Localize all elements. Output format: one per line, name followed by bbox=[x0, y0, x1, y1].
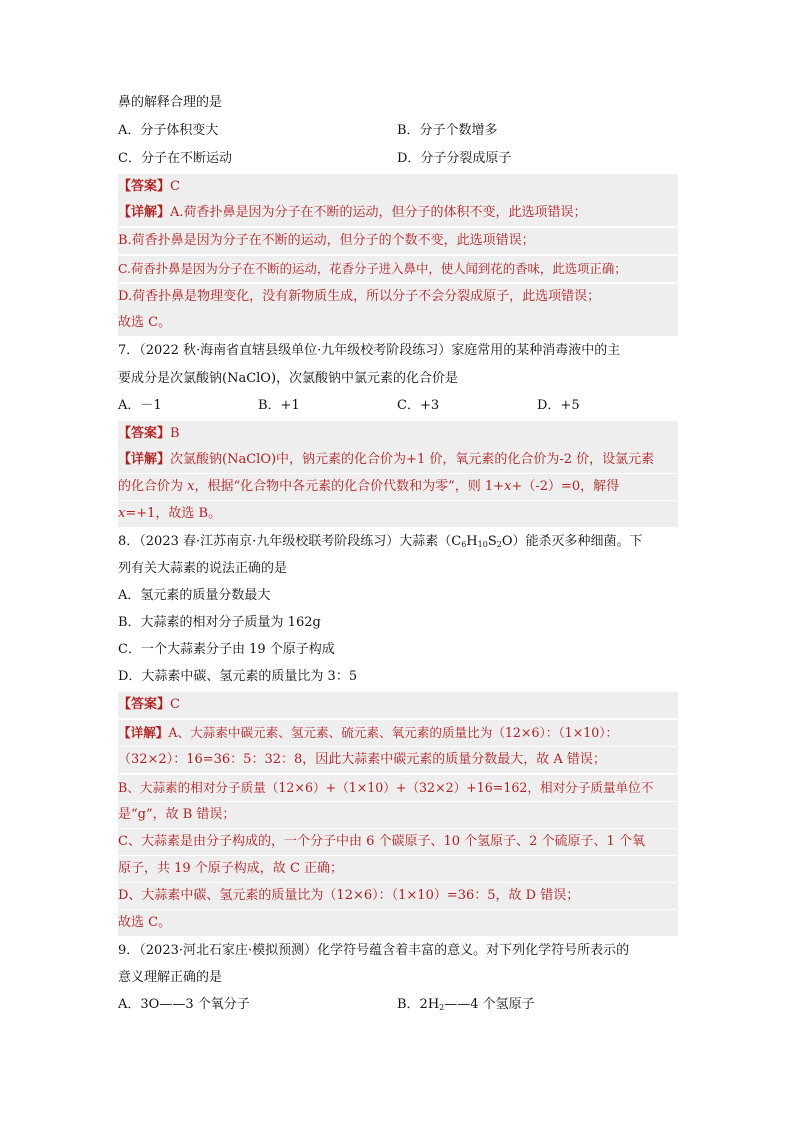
detail-text: =+1，故选 B。 bbox=[125, 506, 222, 521]
q8-detail-3: B、大蒜素的相对分子质量（12×6）+（1×10）+（32×2）+16=162，相对分子质量单位不 bbox=[118, 775, 678, 801]
q7-detail-1 bbox=[118, 447, 678, 473]
answer-tag: 【答案】 bbox=[118, 697, 171, 712]
stem-text: O）能杀灭多种细菌。下 bbox=[501, 534, 643, 549]
q7-detail-2 bbox=[118, 474, 678, 500]
q8-stem-2: 列有关大蒜素的说法正确的是 bbox=[118, 561, 288, 576]
q6-option-b: B．分子个数增多 bbox=[397, 123, 498, 138]
q8-detail-4: 是“g”，故 B 错误； bbox=[118, 802, 678, 828]
detail-tag: 【详解】 bbox=[118, 205, 171, 220]
detail-text: +（-2）=0，解得 bbox=[511, 479, 620, 494]
q6-option-a: A．分子体积变大 bbox=[118, 123, 219, 138]
subscript: 6 bbox=[461, 540, 467, 549]
q8-detail-6: 原子，共 19 个原子构成，故 C 正确； bbox=[118, 856, 678, 882]
subscript: 2 bbox=[496, 540, 502, 549]
detail-tag: 【详解】 bbox=[118, 725, 169, 740]
q8-stem-1 bbox=[118, 529, 678, 555]
detail-text: A、大蒜素中碳元素、氢元素、硫元素、氧元素的质量比为（12×6）：（1×10）： bbox=[168, 725, 619, 740]
detail-text: 次氯酸钠(NaClO)中，钠元素的化合价为+1 价，氧元素的化合价为-2 价，设氯元素 bbox=[170, 452, 655, 467]
variable-x: x bbox=[504, 479, 512, 494]
q8-option-a: A．氢元素的质量分数最大 bbox=[118, 588, 271, 603]
answer-tag: 【答案】 bbox=[118, 179, 171, 194]
formula-element: S bbox=[487, 534, 497, 549]
q8-option-d: D．大蒜素中碳、氢元素的质量比为 3：5 bbox=[118, 669, 358, 684]
q8-answer bbox=[118, 692, 678, 718]
question-6-stem-end: 鼻的解释合理的是 bbox=[118, 95, 223, 110]
detail-text: ，根据“化合物中各元素的化合价代数和为零”，则 1+ bbox=[194, 479, 505, 494]
answer-tag: 【答案】 bbox=[118, 426, 171, 441]
stem-text: 8．（2023 春·江苏南京·九年级校联考阶段练习）大蒜素（C bbox=[118, 534, 462, 549]
formula-element: H bbox=[466, 534, 478, 549]
q6-option-d: D．分子分裂成原子 bbox=[397, 151, 512, 166]
q7-stem-1: 7．（2022 秋·海南省直辖县级单位·九年级校考阶段练习）家庭常用的某种消毒液中的主 bbox=[118, 343, 621, 358]
detail-text: 的化合价为 bbox=[118, 479, 188, 494]
q7-stem-2: 要成分是次氯酸钠(NaClO)，次氯酸钠中氯元素的化合价是 bbox=[118, 371, 459, 386]
variable-x: x bbox=[118, 506, 126, 521]
q7-option-b: B．+1 bbox=[258, 398, 300, 413]
subscript: 10 bbox=[477, 540, 488, 549]
q6-detail-3: C.荷香扑鼻是因为分子在不断的运动，花香分子进入鼻中，使人闻到花的香味，此选项正确； bbox=[118, 256, 678, 282]
q7-option-c: C．+3 bbox=[397, 398, 440, 413]
q8-option-b: B．大蒜素的相对分子质量为 162g bbox=[118, 615, 321, 630]
detail-tag: 【详解】 bbox=[118, 452, 171, 467]
q6-detail-4: D.荷香扑鼻是物理变化，没有新物质生成，所以分子不会分裂成原子，此选项错误； bbox=[118, 284, 678, 310]
q9-stem-2: 意义理解正确的是 bbox=[118, 970, 223, 985]
variable-x: x bbox=[187, 479, 195, 494]
option-text: B．2H bbox=[397, 997, 440, 1012]
q6-answer bbox=[118, 174, 678, 200]
q7-option-a: A．－1 bbox=[118, 398, 162, 413]
option-text: ——4 个氢原子 bbox=[444, 997, 535, 1012]
q8-option-c: C．一个大蒜素分子由 19 个原子构成 bbox=[118, 642, 335, 657]
q8-detail-5: C、大蒜素是由分子构成的，一个分子中由 6 个碳原子、10 个氢原子、2 个硫原子、1 个氧 bbox=[118, 829, 678, 855]
q7-detail-3 bbox=[118, 501, 678, 527]
q8-detail-1 bbox=[118, 720, 678, 746]
answer-value: B bbox=[170, 426, 180, 441]
q7-option-d: D．+5 bbox=[537, 398, 580, 413]
q9-option-a: A．3O——3 个氧分子 bbox=[118, 997, 250, 1012]
answer-value: C bbox=[170, 697, 180, 712]
q6-detail-1 bbox=[118, 200, 678, 226]
detail-text: A.荷香扑鼻是因为分子在不断的运动，但分子的体积不变，此选项错误； bbox=[170, 205, 587, 220]
q8-detail-7: D、大蒜素中碳、氢元素的质量比为（12×6）：（1×10）=36：5，故 D 错误； bbox=[118, 883, 678, 909]
q6-detail-5: 故选 C。 bbox=[118, 310, 678, 336]
q9-option-b bbox=[397, 992, 535, 1018]
q8-detail-8: 故选 C。 bbox=[118, 910, 678, 936]
q7-answer bbox=[118, 421, 678, 447]
answer-value: C bbox=[170, 179, 180, 194]
subscript: 2 bbox=[439, 1003, 445, 1012]
q6-detail-2: B.荷香扑鼻是因为分子在不断的运动，但分子的个数不变，此选项错误； bbox=[118, 228, 678, 254]
q8-detail-2: （32×2）：16=36：5：32：8，因此大蒜素中碳元素的质量分数最大，故 A 错误； bbox=[118, 747, 678, 773]
q6-option-c: C．分子在不断运动 bbox=[118, 151, 232, 166]
q9-stem-1: 9．（2023·河北石家庄·模拟预测）化学符号蕴含着丰富的意义。对下列化学符号所表示的 bbox=[118, 943, 630, 958]
